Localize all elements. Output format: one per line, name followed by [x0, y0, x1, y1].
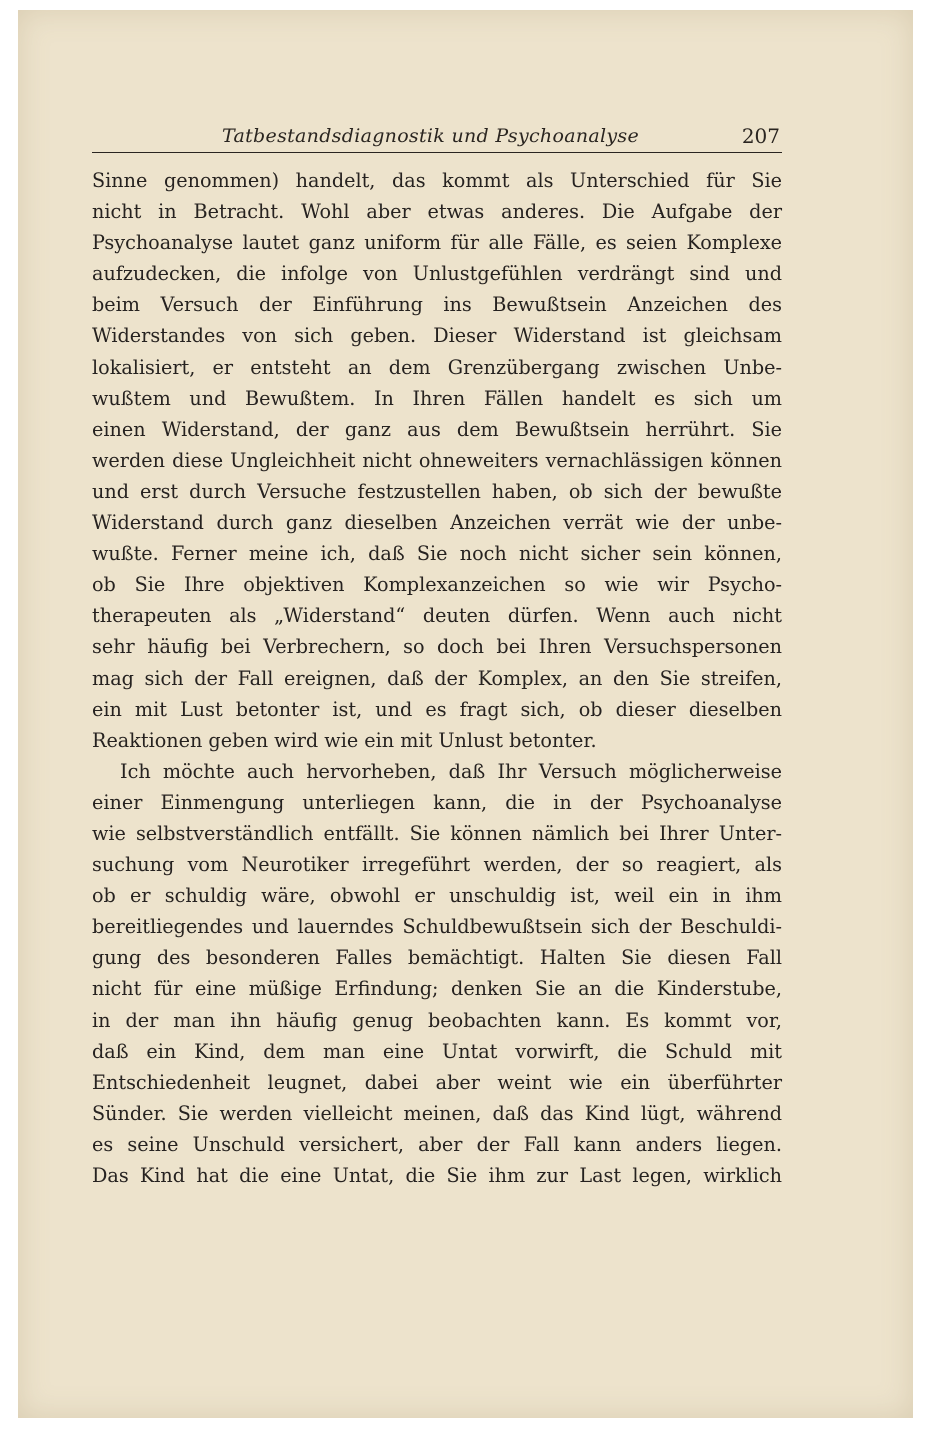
text-line: einer Einmengung unterliegen kann, die in der Psychoanalyse	[92, 790, 782, 814]
text-line: wußte. Ferner meine ich, daß Sie noch nicht sicher sein können,	[92, 542, 782, 566]
text-line: Sinne genommen) handelt, das kommt als Unterschied für Sie	[92, 169, 782, 192]
text-line: wie selbstverständlich entfällt. Sie können nämlich bei Ihrer Unter-	[92, 821, 782, 845]
text-line: Das Kind hat die eine Untat, die Sie ihm zur Last legen, wirklich	[92, 1164, 782, 1187]
text-line: gung des besonderen Falles bemächtigt. Halten Sie diesen Fall	[92, 946, 782, 970]
text-line: ob Sie Ihre objektiven Komplexanzeichen so wie wir Psycho-	[92, 573, 782, 597]
text-line: lokalisiert, er entsteht an dem Grenzübergang zwischen Unbe-	[92, 355, 782, 379]
text-line: Ich möchte auch hervorheben, daß Ihr Versuch möglicherweise	[120, 759, 782, 783]
text-line: nicht in Betracht. Wohl aber etwas anderes. Die Aufgabe der	[92, 200, 782, 224]
text-line: einen Widerstand, der ganz aus dem Bewußtsein herrührt. Sie	[92, 417, 782, 441]
text-line: ob er schuldig wäre, obwohl er unschuldig ist, weil ein in ihm	[92, 884, 782, 908]
text-line: therapeuten als „Widerstand“ deuten dürfen. Wenn auch nicht	[92, 604, 782, 628]
text-line: Widerstandes von sich geben. Dieser Widerstand ist gleichsam	[92, 324, 782, 348]
text-line: Widerstand durch ganz dieselben Anzeichen verrät wie der unbe-	[92, 511, 782, 535]
text-line: Entschiedenheit leugnet, dabei aber weint wie ein überführter	[92, 1070, 782, 1094]
text-line: sehr häufig bei Verbrechern, so doch bei Ihren Versuchspersonen	[92, 635, 782, 659]
text-line: beim Versuch der Einführung ins Bewußtsein Anzeichen des	[92, 293, 782, 317]
text-line: mag sich der Fall ereignen, daß der Komplex, an den Sie streifen,	[92, 666, 782, 690]
running-title: Tatbestandsdiagnostik und Psychoanalyse	[222, 125, 639, 147]
text-line: daß ein Kind, dem man eine Untat vorwirft, die Schuld mit	[92, 1039, 782, 1063]
body-text	[92, 165, 782, 1191]
text-line: ein mit Lust betonter ist, und es fragt sich, ob dieser dieselben	[92, 697, 782, 721]
page-number: 207	[741, 124, 780, 148]
text-line: suchung vom Neurotiker irregeführt werden, der so reagiert, als	[92, 853, 782, 877]
text-line: nicht für eine müßige Erfindung; denken Sie an die Kinderstube,	[92, 977, 782, 1001]
text-line: Psychoanalyse lautet ganz uniform für alle Fälle, es seien Komplexe	[92, 231, 782, 255]
text-line: Reaktionen geben wird wie ein mit Unlust betonter.	[92, 728, 597, 752]
text-line: werden diese Ungleichheit nicht ohneweiters vernachlässigen können	[92, 448, 782, 472]
text-line: es seine Unschuld versichert, aber der Fall kann anders liegen.	[92, 1132, 782, 1156]
text-line: bereitliegendes und lauerndes Schuldbewußtsein sich der Beschuldi-	[92, 915, 782, 939]
text-line: aufzudecken, die infolge von Unlustgefühlen verdrängt sind und	[92, 262, 782, 286]
text-line: in der man ihn häufig genug beobachten kann. Es kommt vor,	[92, 1008, 782, 1032]
text-line: und erst durch Versuche festzustellen haben, ob sich der bewußte	[92, 479, 782, 503]
text-line: wußtem und Bewußtem. In Ihren Fällen handelt es sich um	[92, 386, 782, 410]
running-header	[92, 122, 782, 153]
text-line: Sünder. Sie werden vielleicht meinen, daß das Kind lügt, während	[92, 1101, 782, 1125]
